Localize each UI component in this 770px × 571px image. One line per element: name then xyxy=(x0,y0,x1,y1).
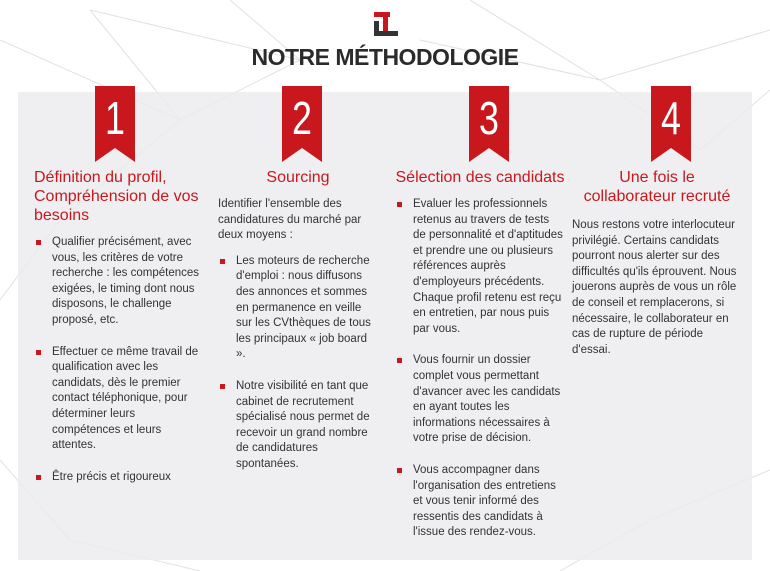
intro-text: Identifier l'ensemble des candidatures du marché par deux moyens : xyxy=(218,198,362,242)
step-badge-4 xyxy=(651,86,691,162)
body-text: Nous restons votre interlocuteur privilégié. Certains candidats pourront nous alerter sur des difficultés qu'ils éprouvent. Nous jouerons auprès de vous un rôle de conseil et remplacerons, si nécessaire, le collaborateur en cas de rupture de période d'essai. xyxy=(572,219,737,356)
column-heading: Définition du profil, Compréhension de vos besoins xyxy=(34,169,199,224)
step-number: 2 xyxy=(292,92,312,144)
column-after-recruitment xyxy=(572,168,742,358)
list-item: Être précis et rigoureux xyxy=(34,470,206,486)
column-heading: Une fois le collaborateur recruté xyxy=(583,169,731,205)
list-item: Qualifier précisément, avec vous, les critères de votre recherche : les compétences exigées, le timing dont nous disposons, le challenge proposé, etc. xyxy=(34,235,206,329)
page-title: NOTRE MÉTHODOLOGIE xyxy=(251,44,519,70)
column-heading: Sourcing xyxy=(266,169,330,186)
list-item: Les moteurs de recherche d'emploi : nous diffusons des annonces et sommes en permanence en veille sur les CVthèques de tous les principaux « job board ». xyxy=(218,254,378,363)
column-heading: Sélection des candidats xyxy=(395,169,565,186)
step-number: 1 xyxy=(105,92,125,144)
bullet-list xyxy=(218,254,378,473)
step-badge-1 xyxy=(95,86,135,162)
step-number: 3 xyxy=(479,92,499,144)
bullet-list xyxy=(395,197,565,541)
step-badge-2 xyxy=(282,86,322,162)
company-logo xyxy=(372,10,400,38)
list-item: Evaluer les professionnels retenus au travers de tests de personnalité et d'aptitudes et prendre une ou plusieurs références auprès d'employeurs précédents. Chaque profil retenu est reçu en entretien, par nous puis par vous. xyxy=(395,197,565,337)
list-item: Effectuer ce même travail de qualification avec les candidats, dès le premier contact téléphonique, pour déterminer leurs compétences et leurs attentes. xyxy=(34,345,206,454)
list-item: Vous fournir un dossier complet vous permettant d'avancer avec les candidats en ayant toutes les informations nécessaires à votre prise de décision. xyxy=(395,353,565,447)
step-number: 4 xyxy=(661,92,681,144)
column-selection xyxy=(395,168,565,541)
list-item: Notre visibilité en tant que cabinet de recrutement spécialisé nous permet de recevoir un grand nombre de candidatures spontanées. xyxy=(218,379,378,473)
step-badge-3 xyxy=(469,86,509,162)
list-item: Vous accompagner dans l'organisation des entretiens et vous tenir informé des ressentis des candidats à l'issue des rendez-vous. xyxy=(395,463,565,541)
column-sourcing xyxy=(218,168,378,473)
column-definition xyxy=(34,168,206,485)
bullet-list xyxy=(34,235,206,485)
